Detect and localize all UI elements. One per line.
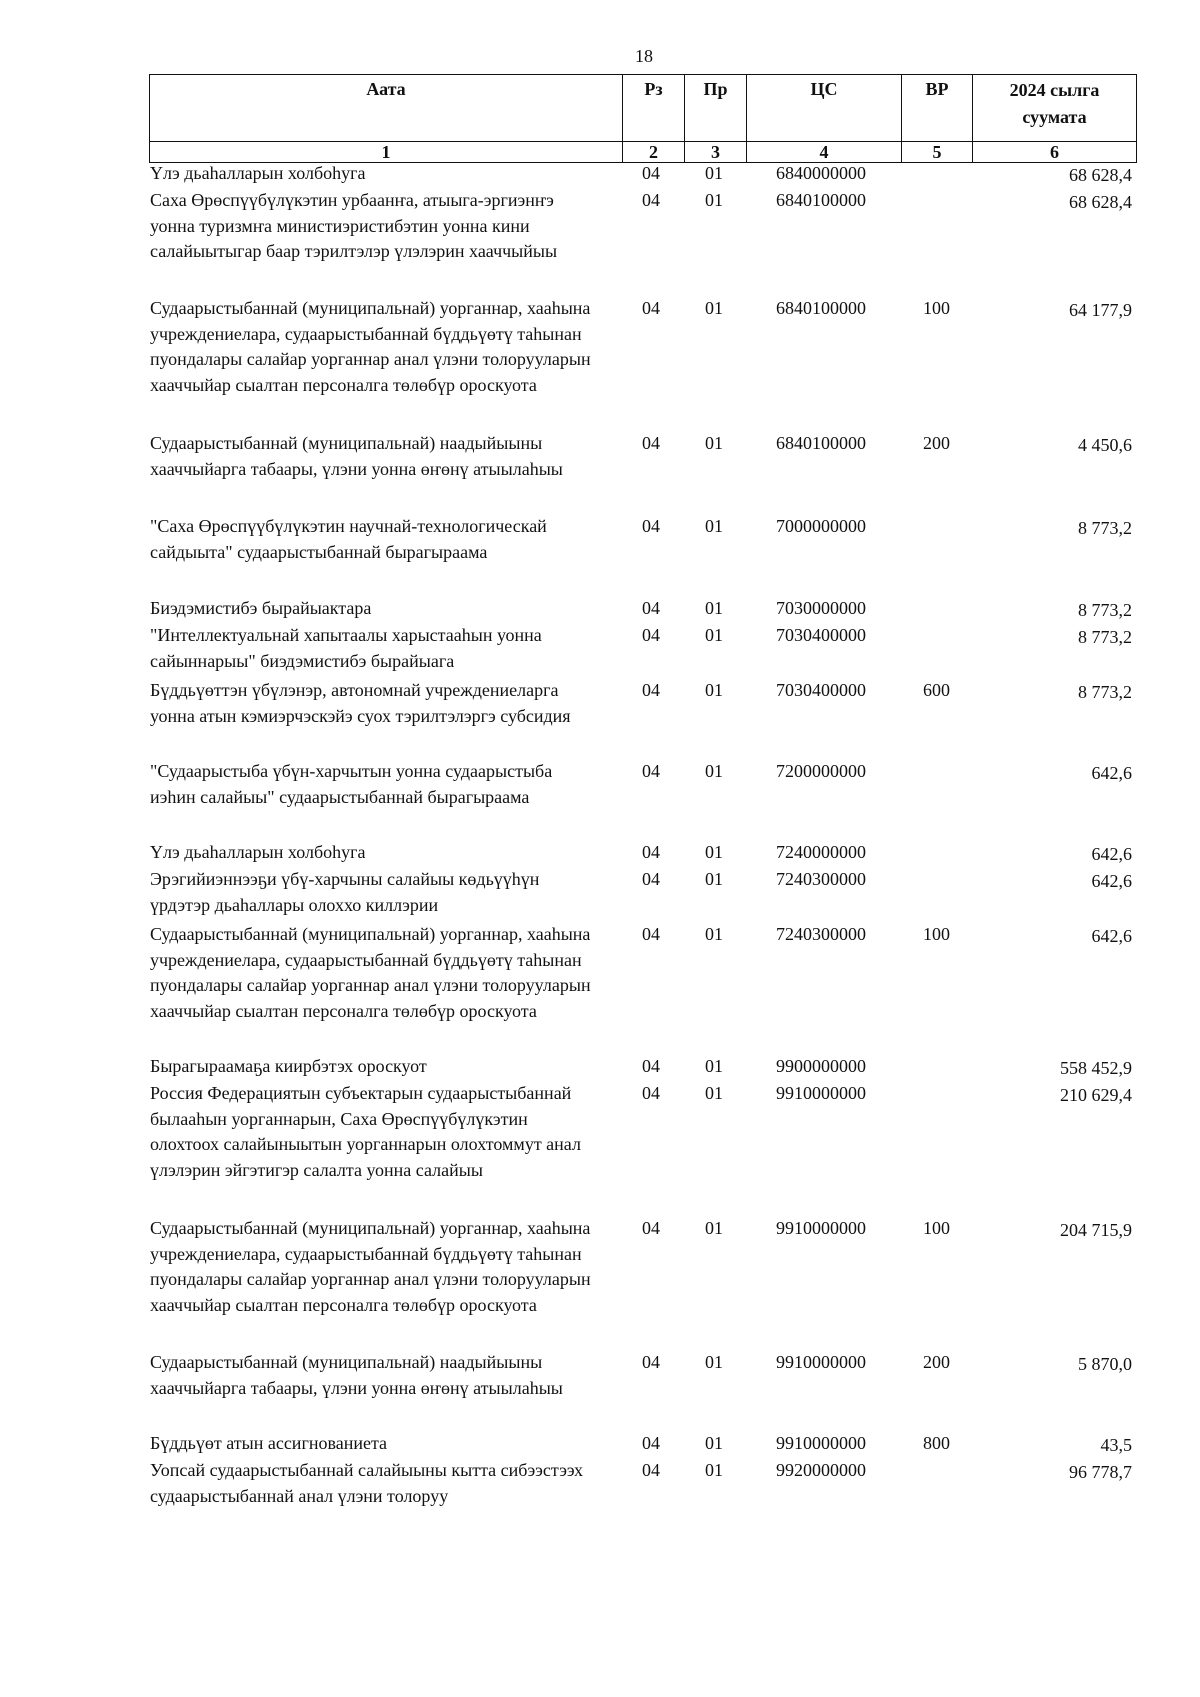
row-rz: 04 <box>642 190 660 210</box>
row-rz: 04 <box>642 1083 660 1103</box>
row-rz: 04 <box>642 1460 660 1480</box>
row-pr: 01 <box>705 680 723 700</box>
col-number-5: 5 <box>902 142 973 163</box>
col-header-rz: Рз <box>623 75 685 142</box>
row-cs: 7240300000 <box>776 869 866 889</box>
row-name: Бырагыраамаҕа киирбэтэх ороскуот <box>150 1056 427 1076</box>
col-number-2: 2 <box>623 142 685 163</box>
row-name: Судаарыстыбаннай (муниципальнай) уорганнар, хааһына учреждениелара, судаарыстыбаннай бүддьүөтү таһынан пуондалары салайар уорганнар анал үлэни толорууларын хааччыйар сыалтан персоналга төлөбүр ороскуота <box>150 1218 591 1315</box>
row-pr: 01 <box>705 625 723 645</box>
row-cs: 7200000000 <box>776 761 866 781</box>
row-sum: 4 450,6 <box>1078 435 1132 455</box>
row-vr: 800 <box>923 1433 950 1453</box>
row-sum: 210 629,4 <box>1060 1085 1132 1105</box>
row-cs: 7000000000 <box>776 516 866 536</box>
row-name: Судаарыстыбаннай (муниципальнай) уорганнар, хааһына учреждениелара, судаарыстыбаннай бүддьүөтү таһынан пуондалары салайар уорганнар анал үлэни толорууларын хааччыйар сыалтан персоналга төлөбүр ороскуота <box>150 298 591 395</box>
row-sum: 8 773,2 <box>1078 682 1132 702</box>
col-header-name: Аата <box>150 75 623 142</box>
row-vr: 600 <box>923 680 950 700</box>
row-sum: 8 773,2 <box>1078 518 1132 538</box>
row-vr: 100 <box>923 298 950 318</box>
row-pr: 01 <box>705 1460 723 1480</box>
row-rz: 04 <box>642 1056 660 1076</box>
row-pr: 01 <box>705 869 723 889</box>
row-rz: 04 <box>642 516 660 536</box>
row-sum: 8 773,2 <box>1078 600 1132 620</box>
row-rz: 04 <box>642 625 660 645</box>
row-pr: 01 <box>705 924 723 944</box>
row-pr: 01 <box>705 842 723 862</box>
row-vr: 100 <box>923 1218 950 1238</box>
row-name: Судаарыстыбаннай (муниципальнай) наадыйыыны хааччыйарга табаары, үлэни уонна өҥөнү атыылаһыы <box>150 433 563 479</box>
row-pr: 01 <box>705 1433 723 1453</box>
row-name: Бүддьүөттэн үбүлэнэр, автономнай учреждениеларга уонна атын кэмиэрчэскэйэ суох тэрилтэлэргэ субсидия <box>150 680 571 726</box>
row-name: Судаарыстыбаннай (муниципальнай) уорганнар, хааһына учреждениелара, судаарыстыбаннай бүддьүөтү таһынан пуондалары салайар уорганнар анал үлэни толорууларын хааччыйар сыалтан персоналга төлөбүр ороскуота <box>150 924 591 1021</box>
row-name: "Интеллектуальнай хапытаалы харыстааһын уонна сайыннарыы" биэдэмистибэ бырайыага <box>150 625 542 671</box>
row-pr: 01 <box>705 298 723 318</box>
row-vr: 100 <box>923 924 950 944</box>
row-rz: 04 <box>642 680 660 700</box>
row-pr: 01 <box>705 190 723 210</box>
row-rz: 04 <box>642 1352 660 1372</box>
row-cs: 9900000000 <box>776 1056 866 1076</box>
row-name: Үлэ дьаһалларын холбоһуга <box>150 163 366 183</box>
row-vr: 200 <box>923 1352 950 1372</box>
row-rz: 04 <box>642 163 660 183</box>
row-sum: 43,5 <box>1100 1435 1132 1455</box>
row-cs: 6840100000 <box>776 433 866 453</box>
row-sum: 642,6 <box>1091 871 1132 891</box>
col-number-4: 4 <box>747 142 902 163</box>
row-cs: 6840100000 <box>776 298 866 318</box>
row-name: Россия Федерациятын субъектарын судаарыстыбаннай былааһын уорганнарын, Саха Өрөспүүбүлүкэтин олохтоох салайыныытын уорганнарын олохтоммут анал үлэлэрин эйгэтигэр салалта уонна салайыы <box>150 1083 581 1180</box>
row-cs: 7240300000 <box>776 924 866 944</box>
row-pr: 01 <box>705 433 723 453</box>
row-name: Судаарыстыбаннай (муниципальнай) наадыйыыны хааччыйарга табаары, үлэни уонна өҥөнү атыылаһыы <box>150 1352 563 1398</box>
row-sum: 5 870,0 <box>1078 1354 1132 1374</box>
row-cs: 7240000000 <box>776 842 866 862</box>
row-pr: 01 <box>705 516 723 536</box>
row-sum: 64 177,9 <box>1069 300 1132 320</box>
row-rz: 04 <box>642 842 660 862</box>
row-cs: 7030000000 <box>776 598 866 618</box>
row-sum: 642,6 <box>1091 763 1132 783</box>
col-header-sum: 2024 сылга суумата <box>973 75 1137 142</box>
row-rz: 04 <box>642 298 660 318</box>
row-rz: 04 <box>642 761 660 781</box>
row-name: Үлэ дьаһалларын холбоһуга <box>150 842 366 862</box>
row-name: Саха Өрөспүүбүлүкэтин урбаанҥа, атыыга-эргиэнҥэ уонна туризмҥа министиэристибэтин уонна кини салайыытыгар баар тэрилтэлэр үлэлэрин хааччыйыы <box>150 190 558 261</box>
row-cs: 9910000000 <box>776 1433 866 1453</box>
row-rz: 04 <box>642 924 660 944</box>
col-header-vr: ВР <box>902 75 973 142</box>
row-rz: 04 <box>642 598 660 618</box>
row-pr: 01 <box>705 1218 723 1238</box>
row-rz: 04 <box>642 1218 660 1238</box>
row-cs: 9910000000 <box>776 1352 866 1372</box>
col-number-6: 6 <box>973 142 1137 163</box>
row-pr: 01 <box>705 598 723 618</box>
row-cs: 7030400000 <box>776 625 866 645</box>
row-vr: 200 <box>923 433 950 453</box>
row-cs: 6840000000 <box>776 163 866 183</box>
row-sum: 642,6 <box>1091 926 1132 946</box>
row-sum: 642,6 <box>1091 844 1132 864</box>
row-name: Бүддьүөт атын ассигнованиета <box>150 1433 388 1453</box>
col-header-cs: ЦС <box>747 75 902 142</box>
row-rz: 04 <box>642 869 660 889</box>
budget-table-header <box>149 74 1137 163</box>
col-number-1: 1 <box>150 142 623 163</box>
row-cs: 9910000000 <box>776 1083 866 1103</box>
row-pr: 01 <box>705 1352 723 1372</box>
row-sum: 68 628,4 <box>1069 192 1132 212</box>
row-cs: 9910000000 <box>776 1218 866 1238</box>
row-sum: 96 778,7 <box>1069 1462 1132 1482</box>
row-name: Биэдэмистибэ бырайыактара <box>150 598 372 618</box>
row-sum: 8 773,2 <box>1078 627 1132 647</box>
col-header-pr: Пр <box>685 75 747 142</box>
page-number: 18 <box>635 46 653 66</box>
row-pr: 01 <box>705 163 723 183</box>
col-number-3: 3 <box>685 142 747 163</box>
row-pr: 01 <box>705 761 723 781</box>
row-sum: 204 715,9 <box>1060 1220 1132 1240</box>
row-name: "Саха Өрөспүүбүлүкэтин научнай-технологическай сайдыыта" судаарыстыбаннай бырагыраама <box>150 516 547 562</box>
row-pr: 01 <box>705 1056 723 1076</box>
row-name: Уопсай судаарыстыбаннай салайыыны кытта сибээстээх судаарыстыбаннай анал үлэни толоруу <box>150 1460 583 1506</box>
row-cs: 6840100000 <box>776 190 866 210</box>
row-name: Эрэгийиэннээҕи үбү-харчыны салайыы көдьүүһүн үрдэтэр дьаһаллары олоххо киллэрии <box>150 869 540 915</box>
row-sum: 68 628,4 <box>1069 165 1132 185</box>
row-sum: 558 452,9 <box>1060 1058 1132 1078</box>
row-rz: 04 <box>642 1433 660 1453</box>
row-rz: 04 <box>642 433 660 453</box>
row-pr: 01 <box>705 1083 723 1103</box>
row-cs: 9920000000 <box>776 1460 866 1480</box>
row-cs: 7030400000 <box>776 680 866 700</box>
row-name: "Судаарыстыба үбүн-харчытын уонна судаарыстыба иэһин салайыы" судаарыстыбаннай бырагыраама <box>150 761 553 807</box>
